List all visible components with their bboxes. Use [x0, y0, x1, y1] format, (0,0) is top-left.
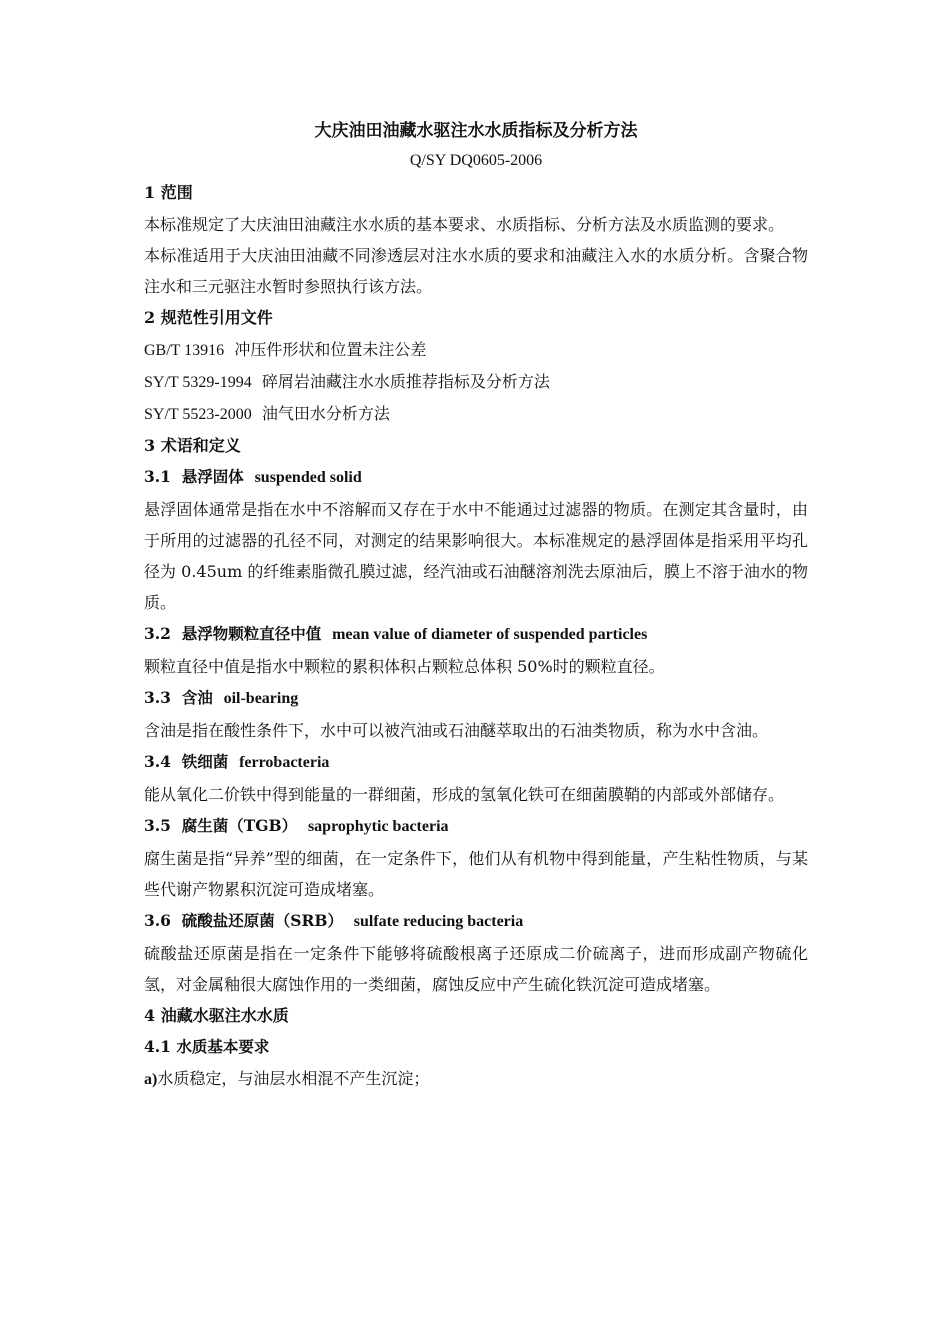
term-english: mean value of diameter of suspended particles	[332, 626, 648, 643]
reference-title: 冲压件形状和位置未注公差	[234, 340, 427, 359]
term-english: ferrobacteria	[239, 754, 330, 771]
section-1-paragraph-1: 本标准规定了大庆油田油藏注水水质的基本要求、水质指标、分析方法及水质监测的要求。	[144, 215, 785, 234]
term-heading	[144, 747, 808, 778]
term-english: suspended solid	[254, 469, 362, 486]
section-1-paragraph-2: 本标准适用于大庆油田油藏不同渗透层对注水水质的要求和油藏注入水的水质分析。含聚合物注水和三元驱注水暂时参照执行该方法。	[144, 246, 808, 296]
standard-code: Q/SY DQ0605-2006	[409, 152, 543, 169]
term-chinese: 悬浮物颗粒直径中值	[181, 624, 322, 643]
list-marker: a)	[144, 1071, 158, 1088]
term-number: 3.5	[144, 816, 171, 835]
term-chinese: 铁细菌	[181, 752, 229, 771]
reference-title: 碎屑岩油藏注水水质推荐指标及分析方法	[261, 372, 550, 391]
document-title: 大庆油田油藏水驱注水水质指标及分析方法	[314, 121, 638, 141]
term-definition: 腐生菌是指“异养”型的细菌，在一定条件下，他们从有机物中得到能量，产生粘性物质，与某些代谢产物累积沉淀可造成堵塞。	[144, 849, 808, 899]
term-number: 3.1	[144, 467, 171, 486]
list-item	[144, 1063, 808, 1095]
section-4-heading: 4 油藏水驱注水水质	[144, 1006, 289, 1025]
reference-item	[144, 398, 808, 430]
list-item-text: 水质稳定，与油层水相混不产生沉淀；	[157, 1069, 430, 1088]
term-chinese: 硫酸盐还原菌（SRB）	[181, 911, 343, 930]
term-heading	[144, 619, 808, 650]
term-chinese: 含油	[181, 688, 213, 707]
term-heading	[144, 683, 808, 714]
reference-title: 油气田水分析方法	[261, 404, 390, 423]
document-body	[144, 116, 808, 1095]
term-heading	[144, 811, 808, 842]
section-2-heading: 2 规范性引用文件	[144, 308, 273, 327]
term-definition: 颗粒直径中值是指水中颗粒的累积体积占颗粒总体积 50%时的颗粒直径。	[144, 657, 665, 676]
term-definition: 悬浮固体通常是指在水中不溶解而又存在于水中不能通过过滤器的物质。在测定其含量时，由于所用的过滤器的孔径不同，对测定的结果影响很大。本标准规定的悬浮固体是指采用平均孔径为 0.45um 的纤维素脂微孔膜过滤，经汽油或石油醚溶剂洗去原油后，膜上不溶于油水的物质。	[144, 500, 808, 612]
term-english: saprophytic bacteria	[307, 818, 449, 835]
term-english: sulfate reducing bacteria	[353, 913, 524, 930]
section-3-heading: 3 术语和定义	[144, 436, 241, 455]
term-heading	[144, 906, 808, 937]
term-number: 3.2	[144, 624, 171, 643]
reference-code: SY/T 5523-2000	[144, 406, 252, 423]
term-definition: 含油是指在酸性条件下，水中可以被汽油或石油醚萃取出的石油类物质，称为水中含油。	[144, 721, 769, 740]
term-number: 3.4	[144, 752, 171, 771]
term-chinese: 悬浮固体	[181, 467, 244, 486]
term-number: 3.3	[144, 688, 171, 707]
section-1-heading: 1 范围	[144, 183, 193, 202]
subsection-4-1-heading: 4.1 水质基本要求	[144, 1037, 270, 1056]
reference-item	[144, 334, 808, 366]
reference-code: SY/T 5329-1994	[144, 374, 252, 391]
reference-item	[144, 366, 808, 398]
term-definition: 硫酸盐还原菌是指在一定条件下能够将硫酸根离子还原成二价硫离子，进而形成副产物硫化氢，对金属釉很大腐蚀作用的一类细菌，腐蚀反应中产生硫化铁沉淀可造成堵塞。	[144, 944, 808, 994]
reference-code: GB/T 13916	[144, 342, 225, 359]
term-english: oil-bearing	[223, 690, 299, 707]
term-definition: 能从氧化二价铁中得到能量的一群细菌，形成的氢氧化铁可在细菌膜鞘的内部或外部储存。	[144, 785, 785, 804]
term-heading	[144, 462, 808, 493]
term-chinese: 腐生菌（TGB）	[181, 816, 298, 835]
term-number: 3.6	[144, 911, 171, 930]
